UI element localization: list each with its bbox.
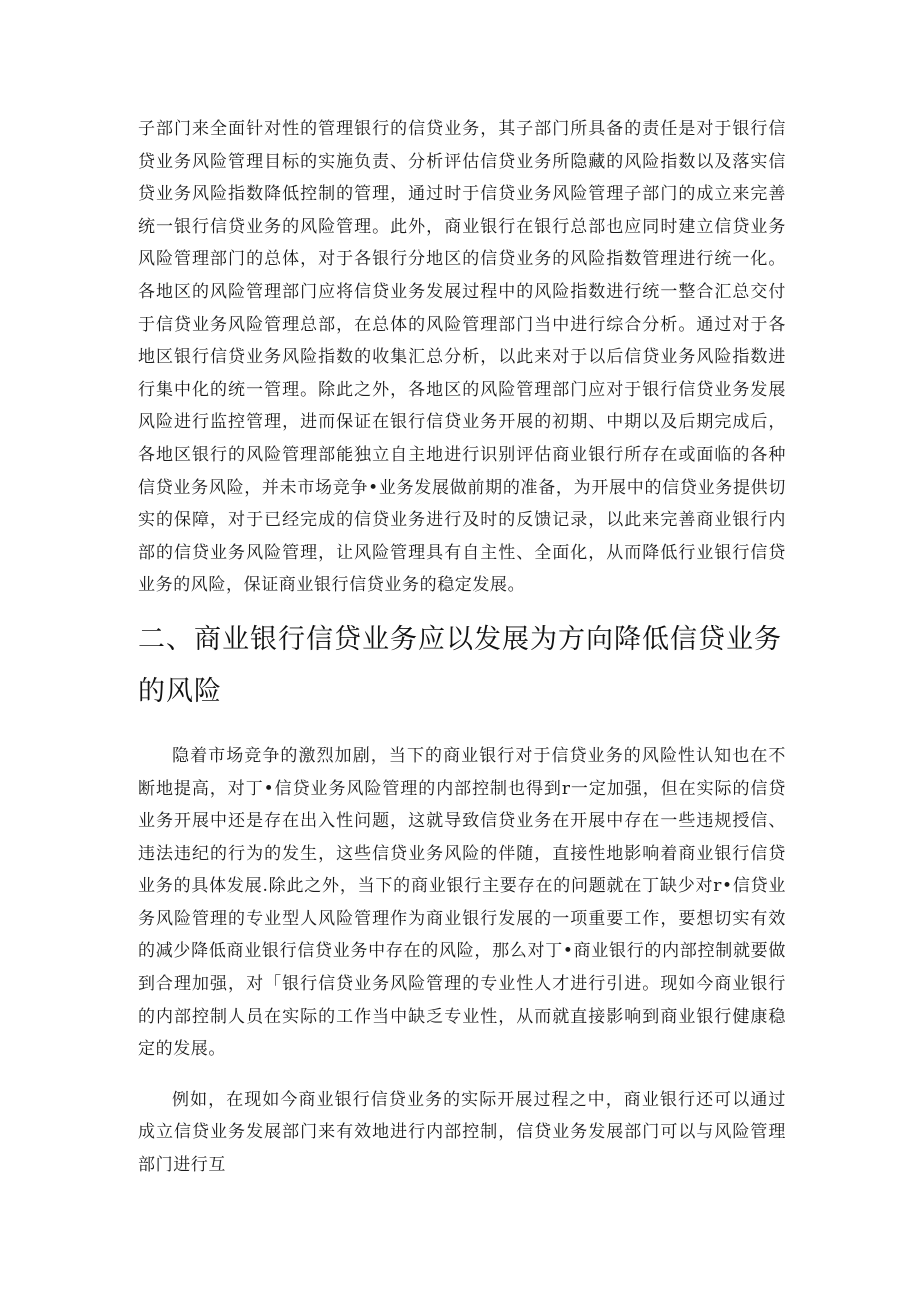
body-paragraph-3: 例如，在现如今商业银行信贷业务的实际开展过程之中，商业银行还可以通过成立信贷业务发展部门来有效地进行内部控制，信贷业务发展部门可以与风险管理部门进行互 (138, 1089, 786, 1176)
body-paragraph-1: 子部门来全面针对性的管理银行的信贷业务，其子部门所具备的责任是对于银行信贷业务风险管理目标的实施负责、分析评估信贷业务所隐藏的风险指数以及落实信贷业务风险指数降低控制的管理，通过时于信贷业务风险管理子部门的成立来完善统一银行信贷业务的风险管理。此外，商业银行在银行总部也应同时建立信贷业务风险管理部门的总体，对于各银行分地区的信贷业务的风险指数管理进行统一化。各地区的风险管理部门应将信贷业务发展过程中的风险指数进行统一整合汇总交付于信贷业务风险管理总部，在总体的风险管理部门当中进行综合分析。通过对于各地区银行信贷业务风险指数的收集汇总分析，以此来对于以后信贷业务风险指数进行集中化的统一管理。除此之外，各地区的风险管理部门应对于银行信贷业务发展风险进行监控管理，进而保证在银行信贷业务开展的初期、中期以及后期完成后，各地区银行的风险管理部能独立自主地进行识别评估商业银行所存在或面临的各种信贷业务风险，并未市场竞争•业务发展做前期的准备，为开展中的信贷业务提供切实的保障，对于已经完成的信贷业务进行及时的反馈记录，以此来完善商业银行内部的信贷业务风险管理，让风险管理具有自主性、全面化，从而降低行业银行信贷业务的风险，保证商业银行信贷业务的稳定发展。 (138, 119, 786, 596)
body-paragraph-2: 隐着市场竞争的激烈加剧，当下的商业银行对于信贷业务的风险性认知也在不断地提高，对丁•信贷业务风险管理的内部控制也得到r一定加强，但在实际的信贷业务开展中还是存在出入性问题，这就导致信贷业务在开展中存在一些违规授信、违法违纪的行为的发生，这些信贷业务风险的伴随，直接性地影响着商业银行信贷业务的具体发展.除此之外，当下的商业银行主要存在的问题就在丁缺少对r•信贷业务风险管理的专业型人风险管理作为商业银行发展的一项重要工作，要想切实有效的减少降低商业银行信贷业务中存在的风险，那么对丁•商业银行的内部控制就要做到合理加强，对「银行信贷业务风险管理的专业性人才进行引进。现如今商业银行的内部控制人员在实际的工作当中缺乏专业性，从而就直接影响到商业银行健康稳定的发展。 (138, 745, 786, 1060)
section-heading-2: 二、商业银行信贷业务应以发展为方向降低信贷业务的风险 (138, 623, 782, 707)
